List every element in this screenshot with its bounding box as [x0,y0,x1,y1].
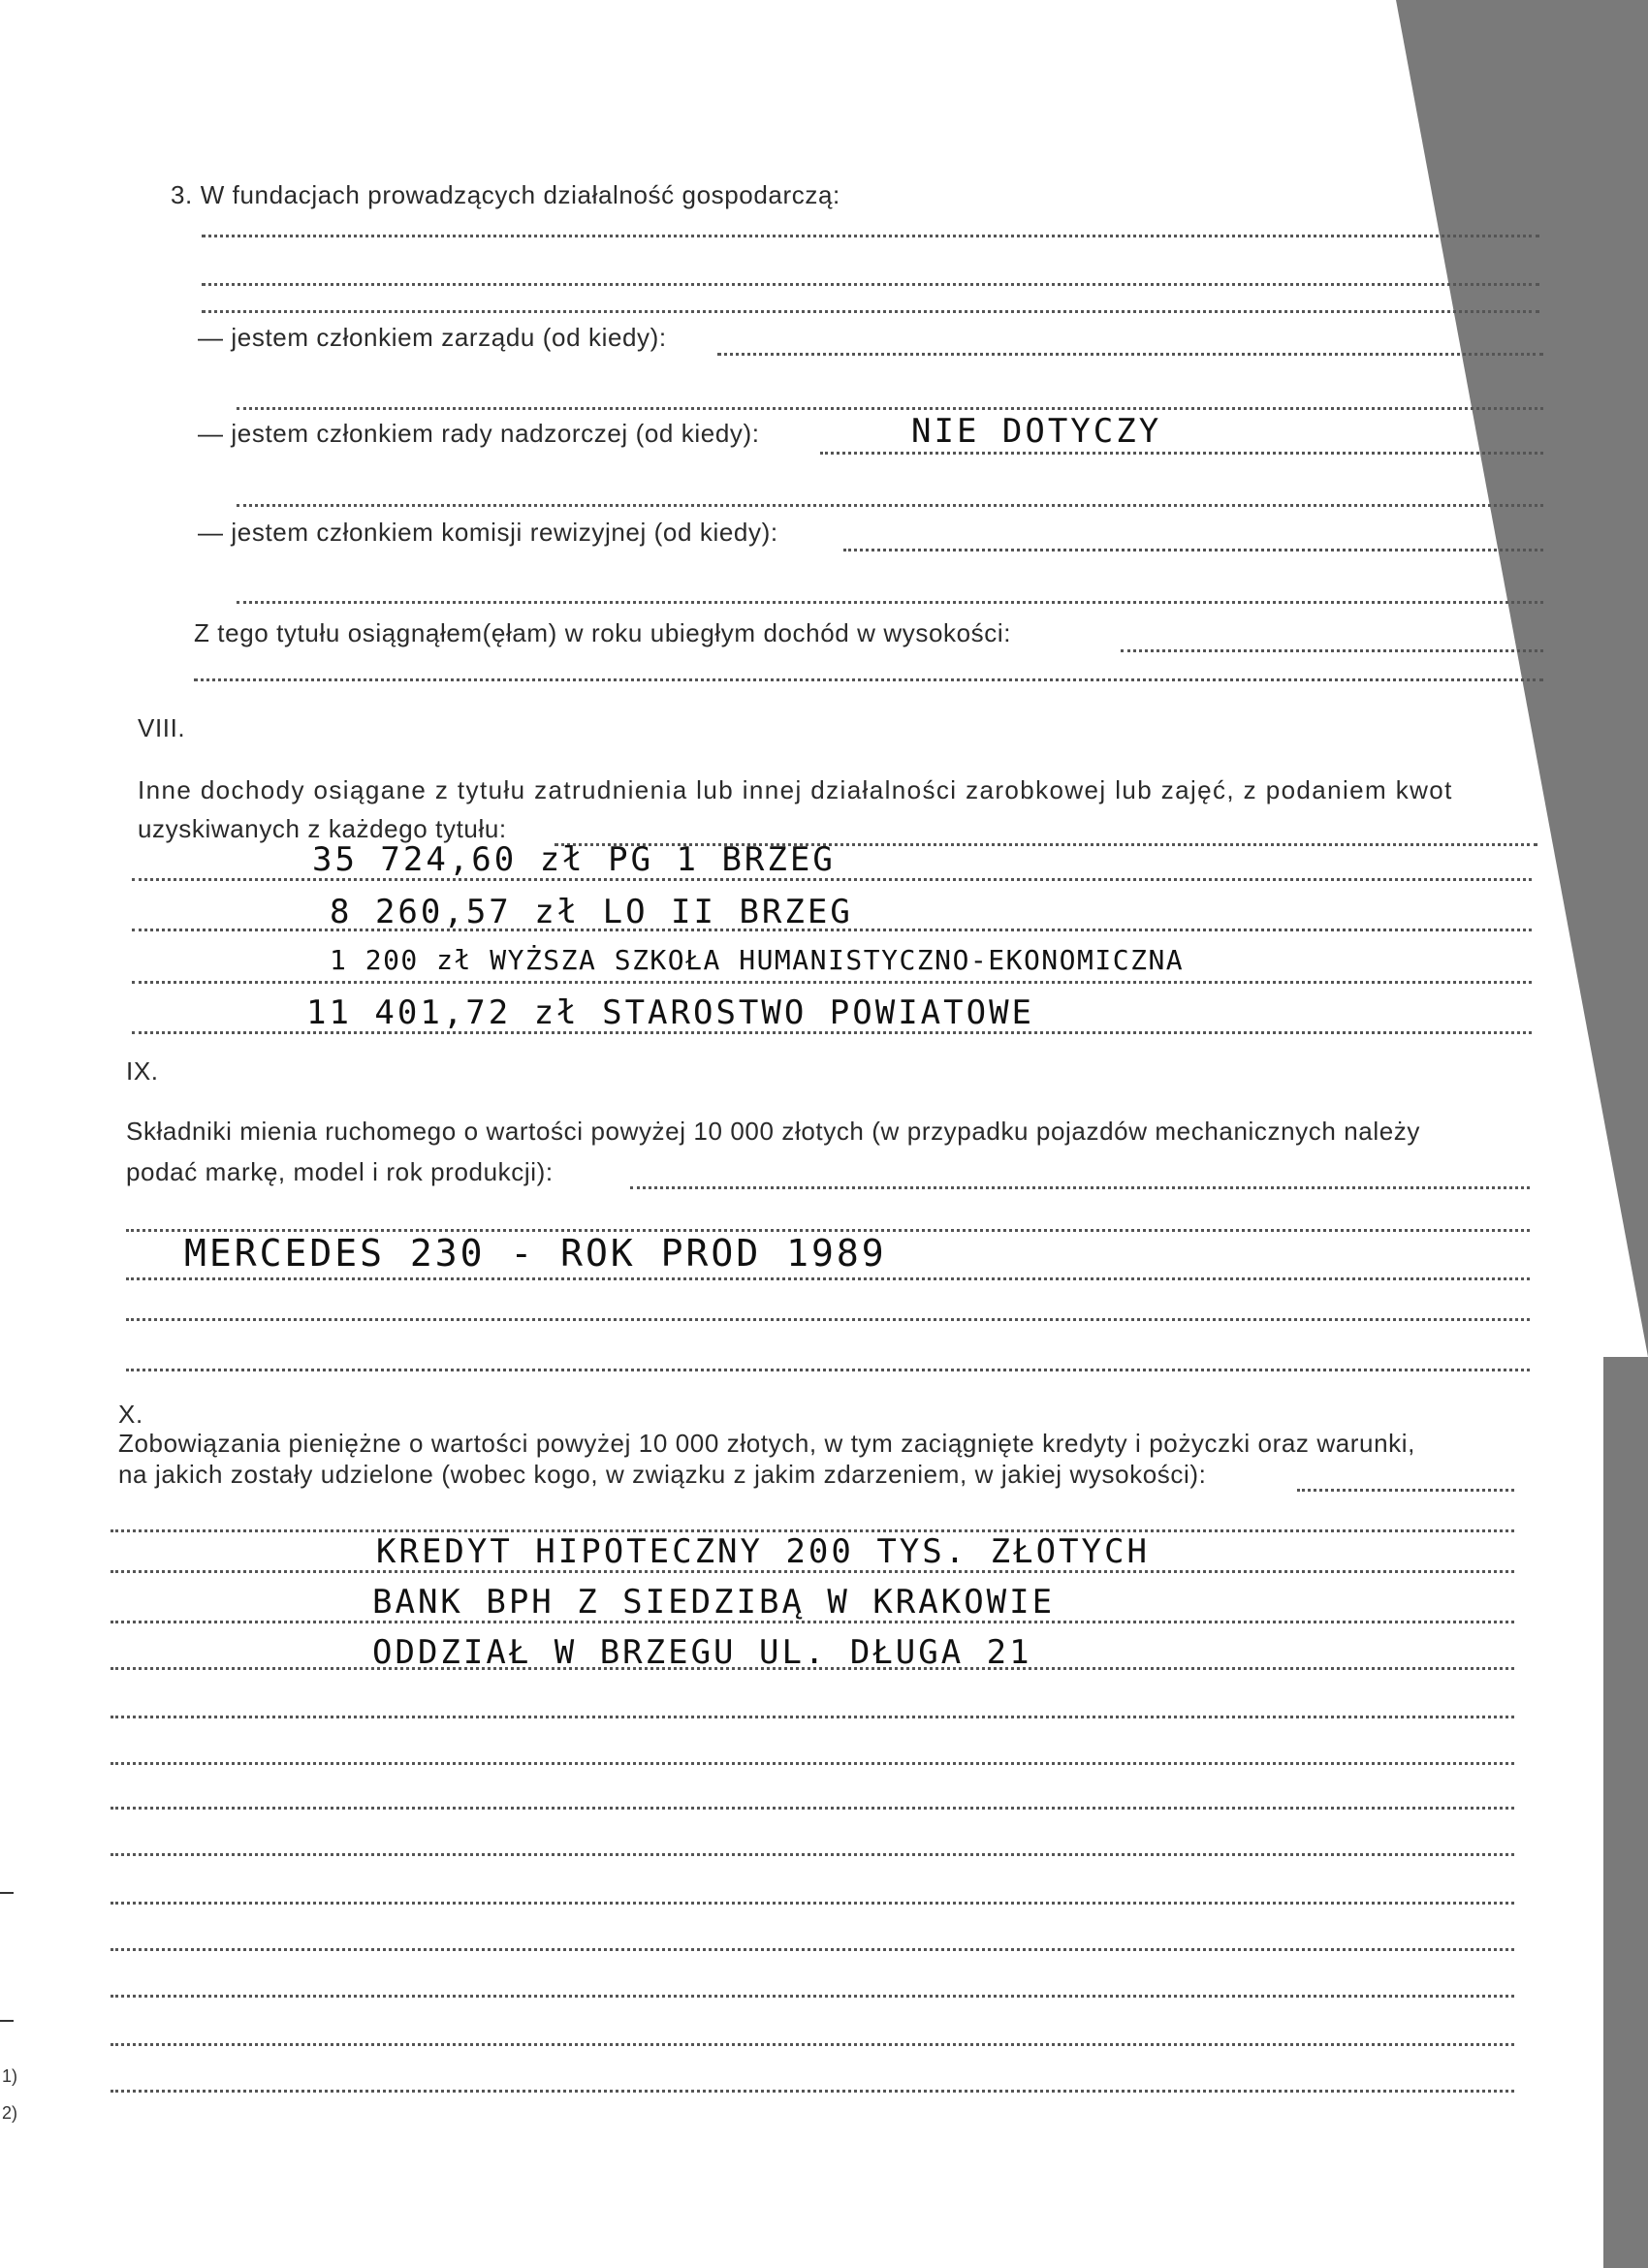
dotted-line [202,235,1539,237]
dotted-line [237,601,1543,604]
dotted-line [132,981,1532,984]
liability-entry-3: ODDZIAŁ W BRZEGU UL. DŁUGA 21 [372,1633,1032,1672]
section3-heading: 3. W fundacjach prowadzących działalność gospodarczą: [171,180,840,209]
dotted-line [202,283,1539,286]
dotted-line [843,549,1543,551]
income-entry-3: 1 200 zł WYŻSZA SZKOŁA HUMANISTYCZNO-EKONOMICZNA [330,944,1185,976]
section10-number: X. [118,1400,143,1429]
dotted-line [111,1948,1514,1951]
movable-asset-entry: MERCEDES 230 - ROK PROD 1989 [184,1232,887,1275]
footnote-mark-2: 2) [2,2103,18,2123]
dotted-line [202,310,1539,313]
supervisory-board-label: — jestem członkiem rady nadzorczej (od kiedy): [198,419,760,448]
section10-text-line2: na jakich zostały udzielone (wobec kogo, w związku z jakim zdarzeniem, w jakiej wysokości): [118,1460,1207,1489]
dotted-line [111,2043,1514,2046]
dotted-line [111,1853,1514,1856]
supervisory-board-answer: NIE DOTYCZY [911,412,1162,451]
page-edge-shadow [1603,1357,1648,2268]
section8-text-line2: uzyskiwanych z każdego tytułu: [138,814,507,843]
audit-committee-label: — jestem członkiem komisji rewizyjnej (od kiedy): [198,518,778,547]
income-entry-4: 11 401,72 zł STAROSTWO POWIATOWE [306,993,1035,1032]
dotted-line [237,407,1543,410]
section8-number: VIII. [138,713,186,742]
section9-text-line2: podać markę, model i rok produkcji): [126,1157,554,1186]
dotted-line [1297,1489,1514,1492]
section8-text-line1: Inne dochody osiągane z tytułu zatrudnienia lub innej działalności zarobkowej lub zajęć, z podaniem kwot [138,775,1453,804]
dotted-line [237,504,1543,507]
dotted-line [194,678,1543,681]
dotted-line [126,1277,1530,1280]
dotted-line [1121,649,1543,652]
dotted-line [126,1369,1530,1371]
dotted-line [111,1762,1514,1765]
section9-number: IX. [126,1056,159,1086]
dotted-line [111,1716,1514,1718]
section10-text-line1: Zobowiązania pieniężne o wartości powyżej 10 000 złotych, w tym zaciągnięte kredyty i pożyczki oraz warunki, [118,1429,1415,1458]
dotted-line [630,1186,1530,1189]
dotted-line [717,353,1543,356]
income-entry-1: 35 724,60 zł PG 1 BRZEG [312,840,836,879]
dotted-line [126,1318,1530,1321]
dotted-line [111,1902,1514,1905]
margin-tick [0,1892,14,1894]
income-entry-2: 8 260,57 zł LO II BRZEG [330,893,853,931]
dotted-line [820,452,1543,455]
income-label: Z tego tytułu osiągnąłem(ęłam) w roku ubiegłym dochód w wysokości: [194,618,1012,647]
liability-entry-1: KREDYT HIPOTECZNY 200 TYS. ZŁOTYCH [376,1532,1150,1571]
liability-entry-2: BANK BPH Z SIEDZIBĄ W KRAKOWIE [372,1583,1056,1622]
footnote-mark-1: 1) [2,2066,18,2086]
dotted-line [111,2090,1514,2093]
margin-tick [0,2020,14,2022]
dotted-line [111,1995,1514,1998]
board-member-label: — jestem członkiem zarządu (od kiedy): [198,323,667,352]
dotted-line [111,1807,1514,1810]
section9-text-line1: Składniki mienia ruchomego o wartości powyżej 10 000 złotych (w przypadku pojazdów mechanicznych należy [126,1117,1420,1146]
